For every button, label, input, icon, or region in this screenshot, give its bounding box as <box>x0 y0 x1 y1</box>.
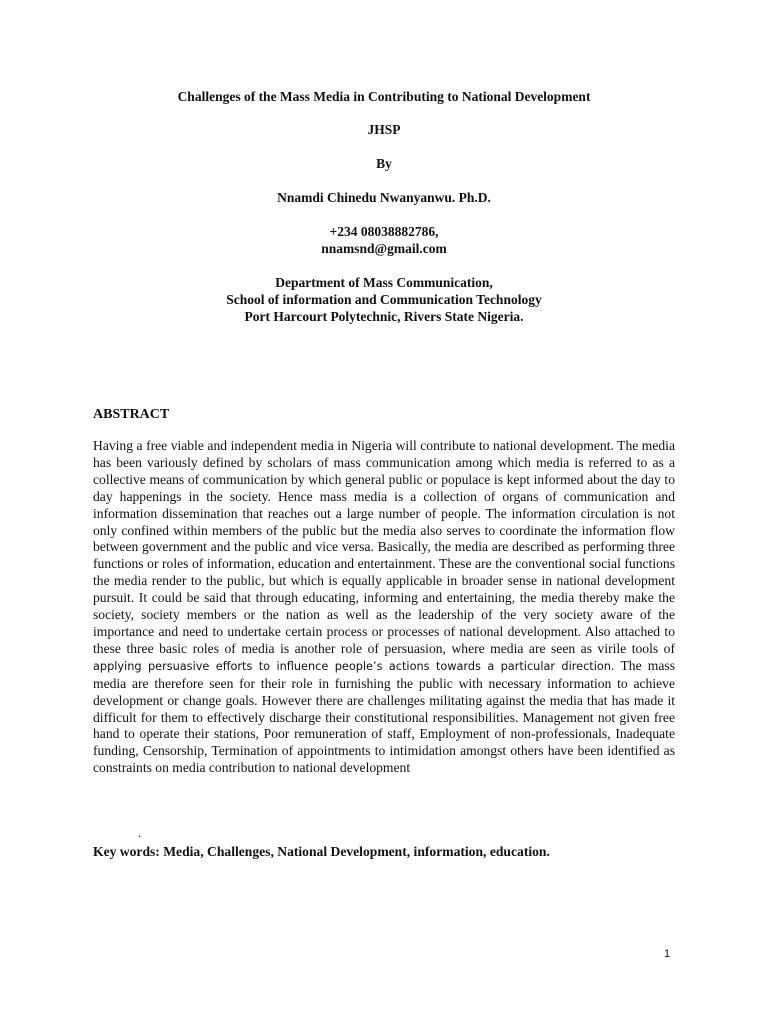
abstract-heading: ABSTRACT <box>93 407 170 422</box>
page-number: 1 <box>664 948 671 960</box>
trailing-dot: . <box>138 825 142 840</box>
affiliation-school: School of information and Communication Technology <box>226 292 542 307</box>
journal-acronym: JHSP <box>367 122 401 137</box>
author-email: nnamsnd@gmail.com <box>321 241 447 256</box>
paper-title: Challenges of the Mass Media in Contributing to National Development <box>177 89 591 104</box>
keywords: Key words: Media, Challenges, National Development, information, education. <box>93 844 550 859</box>
abstract-text-part2: applying persuasive efforts to influence people’s actions towards a particular direction. <box>93 659 615 673</box>
author-phone: +234 08038882786, <box>329 224 439 239</box>
affiliation-department: Department of Mass Communication, <box>275 275 493 290</box>
author-contact <box>0 223 768 257</box>
author-name: Nnamdi Chinedu Nwanyanwu. Ph.D. <box>277 190 491 205</box>
by-line: By <box>376 156 392 171</box>
abstract-text-part1: Having a free viable and independent media in Nigeria will contribute to national development. The media has been variously defined by scholars of mass communication among which media is referred to as a collective means of communication by which general public or populace is kept informed about the day to day happenings in the society. Hence mass media is a collection of organs of communication and information dissemination that reaches out a large number of people. The information circulation is not only confined within members of the public but the media also serves to coordinate the information flow between government and the public and vice versa. Basically, the media are described as performing three functions or roles of information, education and entertainment. These are the conventional social functions the media render to the public, but which is equally applicable in broader sense in national development pursuit. It could be said that through educating, informing and entertaining, the media thereby make the society, society members or the nation as well as the leadership of the very society aware of the importance and need to undertake certain process or processes of national development. Also attached to these three basic roles of media is another role of persuasion, where media are seen as virile tools of <box>93 438 675 656</box>
affiliation-institution: Port Harcourt Polytechnic, Rivers State Nigeria. <box>244 309 524 324</box>
author-affiliation <box>0 274 768 325</box>
abstract-body <box>93 438 675 777</box>
abstract-text-part3: The mass media are therefore seen for their role in furnishing the public with necessary information to achieve development or change goals. However there are challenges militating against the media that has made it difficult for them to effectively discharge their constitutional responsibilities. Management not given free hand to operate their stations, Poor remuneration of staff, Employment of non-professionals, Inadequate funding, Censorship, Termination of appointments to intimidation amongst others have been identified as constraints on media contribution to national development <box>93 657 675 776</box>
